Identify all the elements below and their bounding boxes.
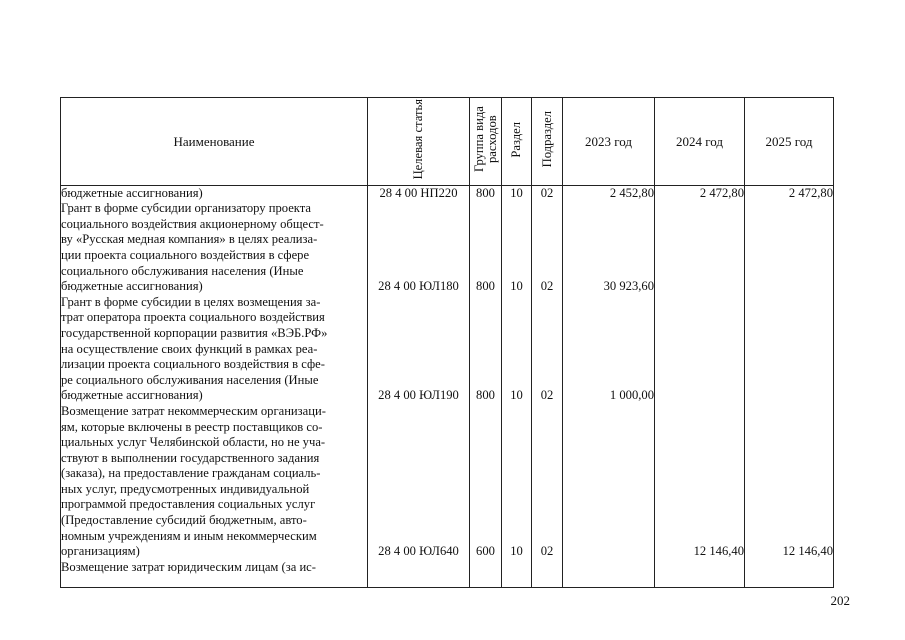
- header-target-article: Целевая статья: [368, 98, 470, 186]
- row-name-line: лизации проекта социального воздействия в сфе-: [61, 357, 325, 372]
- row-amount-2023: 2 452,80: [563, 185, 655, 201]
- budget-table: [60, 97, 834, 588]
- row-name-line: Грант в форме субсидии в целях возмещения за-: [61, 294, 321, 309]
- header-name: Наименование: [61, 98, 368, 186]
- bottom-rule-cell: [563, 575, 655, 588]
- row-name-line: бюджетные ассигнования): [61, 388, 203, 403]
- row-section: 10: [502, 185, 532, 201]
- row-name-line: бюджетные ассигнования): [61, 185, 203, 200]
- row-name-line: ции проекта социального воздействия в сфере: [61, 247, 310, 262]
- row-name-line: организациям): [61, 544, 140, 559]
- row-amount-2025: 12 146,40: [745, 404, 834, 560]
- row-name-line: государственной корпорации развития «ВЭБ.РФ»: [61, 325, 328, 340]
- row-name-line: трат оператора проекта социального воздействия: [61, 310, 325, 325]
- row-subsection: 02: [532, 185, 563, 201]
- row-target-article: 28 4 00 ЮЛ180: [368, 201, 470, 295]
- row-name-line: на осуществление своих функций в рамках реа-: [61, 341, 318, 356]
- row-amount-2023: [563, 404, 655, 560]
- bottom-rule-cell: [502, 575, 532, 588]
- row-amount-2024: 2 472,80: [655, 185, 745, 201]
- row-amount-2024: 12 146,40: [655, 404, 745, 560]
- table-header-row: [61, 98, 834, 186]
- row-name-line: номным учреждениям и иным некоммерческим: [61, 528, 317, 543]
- row-target-article: 28 4 00 НП220: [368, 185, 470, 201]
- table-row: [61, 185, 834, 201]
- row-name-line: программой предоставления социальных услуг: [61, 497, 316, 512]
- row-name-line: бюджетные ассигнования): [61, 279, 203, 294]
- row-name-cell: [61, 295, 368, 404]
- row-amount-2025: 2 472,80: [745, 185, 834, 201]
- table-row: [61, 295, 834, 404]
- row-subsection: 02: [532, 201, 563, 295]
- row-amount-2024: [655, 560, 745, 576]
- bottom-rule-cell: [61, 575, 368, 588]
- row-section: 10: [502, 404, 532, 560]
- table-row: [61, 201, 834, 295]
- row-subsection: 02: [532, 295, 563, 404]
- header-2024: 2024 год: [655, 98, 745, 186]
- row-amount-2025: [745, 201, 834, 295]
- bottom-rule-cell: [470, 575, 502, 588]
- row-expense-group: 800: [470, 201, 502, 295]
- row-name-cell: [61, 404, 368, 560]
- header-2023: 2023 год: [563, 98, 655, 186]
- row-amount-2023: 30 923,60: [563, 201, 655, 295]
- table-row: [61, 560, 834, 576]
- row-target-article: [368, 560, 470, 576]
- row-name-line: ствуют в выполнении государственного задания: [61, 450, 320, 465]
- row-name-line: ных услуг, предусмотренных индивидуальной: [61, 481, 310, 496]
- row-amount-2025: [745, 560, 834, 576]
- row-subsection: 02: [532, 404, 563, 560]
- row-name-line: Возмещение затрат некоммерческим организаци-: [61, 403, 326, 418]
- bottom-rule-cell: [532, 575, 563, 588]
- header-2025: 2025 год: [745, 98, 834, 186]
- row-name-line: циальных услуг Челябинской области, но не уча-: [61, 435, 326, 450]
- row-name-line: Грант в форме субсидии организатору проекта: [61, 201, 312, 216]
- row-section: 10: [502, 295, 532, 404]
- row-name-line: (Предоставление субсидий бюджетным, авто-: [61, 513, 307, 528]
- table-row: [61, 404, 834, 560]
- header-subsection: Подраздел: [532, 98, 563, 186]
- row-section: 10: [502, 201, 532, 295]
- row-amount-2024: [655, 201, 745, 295]
- row-name-cell: [61, 560, 368, 576]
- row-target-article: 28 4 00 ЮЛ640: [368, 404, 470, 560]
- row-subsection: [532, 560, 563, 576]
- row-name-cell: [61, 201, 368, 295]
- row-name-line: ре социального обслуживания населения (Иные: [61, 372, 319, 387]
- row-name-line: Возмещение затрат юридическим лицам (за ис-: [61, 559, 316, 574]
- row-expense-group: 600: [470, 404, 502, 560]
- row-amount-2025: [745, 295, 834, 404]
- row-target-article: 28 4 00 ЮЛ190: [368, 295, 470, 404]
- page-number: 202: [830, 593, 850, 608]
- bottom-rule-cell: [655, 575, 745, 588]
- row-name-line: ям, которые включены в реестр поставщиков со-: [61, 419, 323, 434]
- row-amount-2023: [563, 560, 655, 576]
- row-name-cell: [61, 185, 368, 201]
- row-amount-2023: 1 000,00: [563, 295, 655, 404]
- header-section: Раздел: [502, 98, 532, 186]
- row-expense-group: 800: [470, 295, 502, 404]
- bottom-rule-cell: [745, 575, 834, 588]
- row-amount-2024: [655, 295, 745, 404]
- row-name-line: (заказа), на предоставление гражданам социаль-: [61, 466, 321, 481]
- header-expense-group: Группа вида расходов: [470, 98, 502, 186]
- row-expense-group: 800: [470, 185, 502, 201]
- table-bottom-rule: [61, 575, 834, 588]
- row-name-line: социального обслуживания населения (Иные: [61, 263, 304, 278]
- row-name-line: социального воздействия акционерному общест-: [61, 216, 324, 231]
- row-section: [502, 560, 532, 576]
- row-expense-group: [470, 560, 502, 576]
- row-name-line: ву «Русская медная компания» в целях реализа-: [61, 232, 318, 247]
- bottom-rule-cell: [368, 575, 470, 588]
